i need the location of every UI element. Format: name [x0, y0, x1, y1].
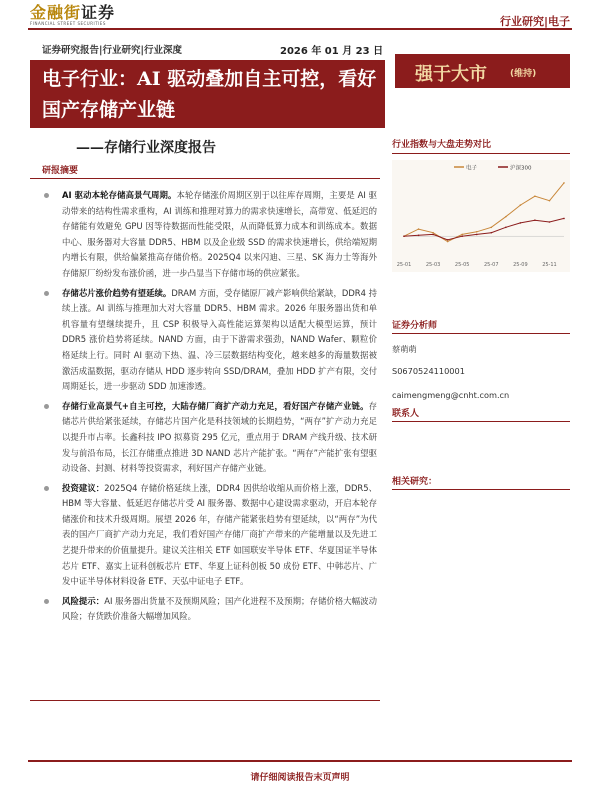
series-point-1 — [490, 232, 492, 234]
top-divider — [28, 28, 572, 30]
series-point-1 — [447, 239, 449, 241]
series-point-1 — [403, 235, 405, 237]
legend-label-0: 电子 — [466, 165, 478, 172]
bullet-text: 2025Q4 存储价格延续上涨，DDR4 因供给收缩从而价格上涨，DDR5、HBM 等大容量、低延迟存储芯片受 AI 服务器、数据中心建设需求驱动，开启本轮存储涨价和技术升级周期。展望 2026 年，存储产能紧张趋势有望延续，以“两存”为代表的国产厂商扩产动力充足，我们看好国产存储厂商扩产带来的产能增量以及先进工艺提升带来的价值量提升。建议关注相关 ETF 如国联安半导体 ETF、华夏国证半导体芯片 ETF、嘉实上证科创板芯片 ETF、华夏上证科创板 50 成份 ETF、中韩芯片、广发中证半导体材料设备 ETF、天弘中证电子 ETF。 — [62, 482, 377, 587]
contact-title: 联系人 — [392, 409, 420, 419]
bullet-dot-icon — [44, 291, 49, 296]
x-tick-label: 25-11 — [542, 262, 557, 268]
report-subtitle: ——存储行业深度报告 — [76, 140, 216, 156]
x-tick-label: 25-03 — [425, 262, 441, 268]
series-point-0 — [505, 216, 507, 218]
series-point-0 — [476, 231, 478, 233]
bullet-lead: 存储行业高景气+自主可控，大陆存储厂商扩产动力充足，看好国产存储产业链。 — [62, 400, 369, 411]
logo-secondary-text: 证券 — [81, 3, 116, 22]
brand-logo — [30, 5, 125, 25]
series-point-1 — [534, 219, 536, 221]
chart-title: 行业指数与大盘走势对比 — [392, 140, 492, 150]
series-point-0 — [418, 228, 420, 230]
related-title-rule — [392, 489, 570, 490]
series-point-0 — [490, 227, 492, 229]
series-point-0 — [447, 241, 449, 243]
logo-main-text: 金融街 — [30, 3, 82, 22]
series-point-0 — [549, 200, 551, 202]
abstract-header — [30, 162, 380, 179]
chart-background — [392, 160, 570, 272]
series-point-1 — [432, 234, 434, 236]
bullet-lead: 存储芯片涨价趋势有望延续。 — [62, 287, 172, 298]
bullet-item — [42, 594, 377, 625]
bullet-item — [42, 286, 377, 395]
bullet-text: 本轮存储涨价周期区别于以往库存周期，主要是 AI 驱动带来的结构性需求重构，AI 训练和推理对算力的需求快速增长，高带宽、低延迟的存储能有效避免 GPU 因等待数据而性能受限，从而降低算力成本和训练成本。数据中心、服务器对大容量 DDR5、HBM 以及企业级 SSD 的需求快速增长，供给端短期内增长有限，供给偏紧推高存储价格。2025Q4 以来闪迪、三星、SK 海力士等海外存储原厂纷纷发布涨价函，进一步凸显当下存储市场的供应紧张。 — [62, 190, 377, 278]
abstract-bullets — [42, 188, 377, 629]
rating-sub: (维持) — [510, 69, 537, 79]
bullet-text: 存储芯片供给紧张延续，存储芯片国产化是科技领域的长期趋势，“两存”扩产动力充足以提升市占率。长鑫科技 IPO 拟募资 295 亿元，重点用于 DRAM 产线升级、技术研发与前沿布局，长江存储重点推进 3D NAND 芯片产能扩张。“两存”产能扩张有望驱动设备、封测、材料等投资需求，利好国产存储产业链。 — [62, 400, 377, 474]
report-title: 电子行业：AI 驱动叠加自主可控，看好国产存储产业链 — [42, 68, 377, 121]
logo-sub-text: FINANCIAL STREET SECURITIES — [30, 21, 106, 26]
abstract-bottom-rule — [30, 700, 380, 701]
bullet-dot-icon — [44, 404, 49, 409]
series-point-1 — [461, 235, 463, 237]
series-point-1 — [476, 234, 478, 236]
bullet-item — [42, 399, 377, 477]
series-point-1 — [505, 227, 507, 229]
bullet-text: DRAM 方面，受存储原厂减产影响供给紧缺，DDR4 持续上涨。AI 训练与推理加大对大容量 DDR5、HBM 需求。2026 年服务器出货和单机容量有望继续提升，且 CSP 积极导入高性能运算架构以适配大模型运算，预计 DDR5 涨价趋势将延续。NAND 方面，由于下游需求强劲，NAND Wafer、颗粒价格延续上行。同时 AI 驱动下热、温、冷三层数据结构变化，越来越多的海量数据被激活成温数据，驱动存储从 HDD 逐步转向 SSD/DRAM，叠加 HDD 扩产有限，交付周期延长，进一步驱动 SDD 加速渗透。 — [62, 287, 377, 392]
chart-title-rule — [392, 153, 570, 154]
related-title: 相关研究： — [392, 477, 438, 487]
series-point-0 — [520, 204, 522, 206]
series-point-1 — [563, 218, 565, 220]
trend-chart — [392, 160, 570, 272]
bullet-item — [42, 481, 377, 590]
series-point-1 — [520, 222, 522, 224]
bottom-divider — [28, 760, 572, 762]
rating-main: 强于大市 — [415, 64, 487, 85]
bullet-lead: 投资建议： — [62, 482, 105, 493]
series-point-1 — [549, 221, 551, 223]
abstract-label: 研报摘要 — [42, 166, 79, 176]
bullet-dot-icon — [44, 486, 49, 491]
series-point-1 — [418, 235, 420, 237]
series-point-0 — [563, 182, 565, 184]
series-point-0 — [432, 232, 434, 234]
bullet-item — [42, 188, 377, 282]
legend-label-1: 沪深300 — [510, 165, 532, 172]
bullet-dot-icon — [44, 599, 49, 604]
report-date: 2026 年 01 月 23 日 — [280, 46, 384, 57]
x-tick-label: 25-01 — [396, 262, 412, 268]
x-tick-label: 25-09 — [513, 262, 528, 268]
footer-disclaimer: 请仔细阅读报告末页声明 — [250, 773, 350, 783]
bullet-lead: AI 驱动本轮存储高景气周期。 — [62, 190, 177, 200]
analyst-email[interactable]: caimengmeng@cnht.com.cn — [392, 390, 510, 400]
x-tick-label: 25-05 — [454, 262, 470, 268]
contact-title-rule — [392, 421, 570, 422]
bullet-lead: 风险提示： — [62, 595, 105, 606]
bullet-text: AI 服务器出货量不及预期风险；国产化进程不及预期；存储价格大幅波动风险；存货跌价准备大幅增加风险。 — [62, 595, 378, 622]
x-tick-label: 25-07 — [484, 262, 499, 268]
analyst-id: S0670524110001 — [392, 366, 465, 376]
report-type: 证券研究报告|行业研究|行业深度 — [42, 45, 182, 56]
series-point-0 — [461, 234, 463, 236]
analyst-name: 蔡萌萌 — [392, 344, 417, 354]
analyst-title: 证券分析师 — [392, 321, 438, 331]
category-label: 行业研究|电子 — [499, 15, 570, 28]
bullet-dot-icon — [44, 193, 49, 198]
series-point-0 — [534, 195, 536, 197]
analyst-title-rule — [392, 333, 570, 334]
